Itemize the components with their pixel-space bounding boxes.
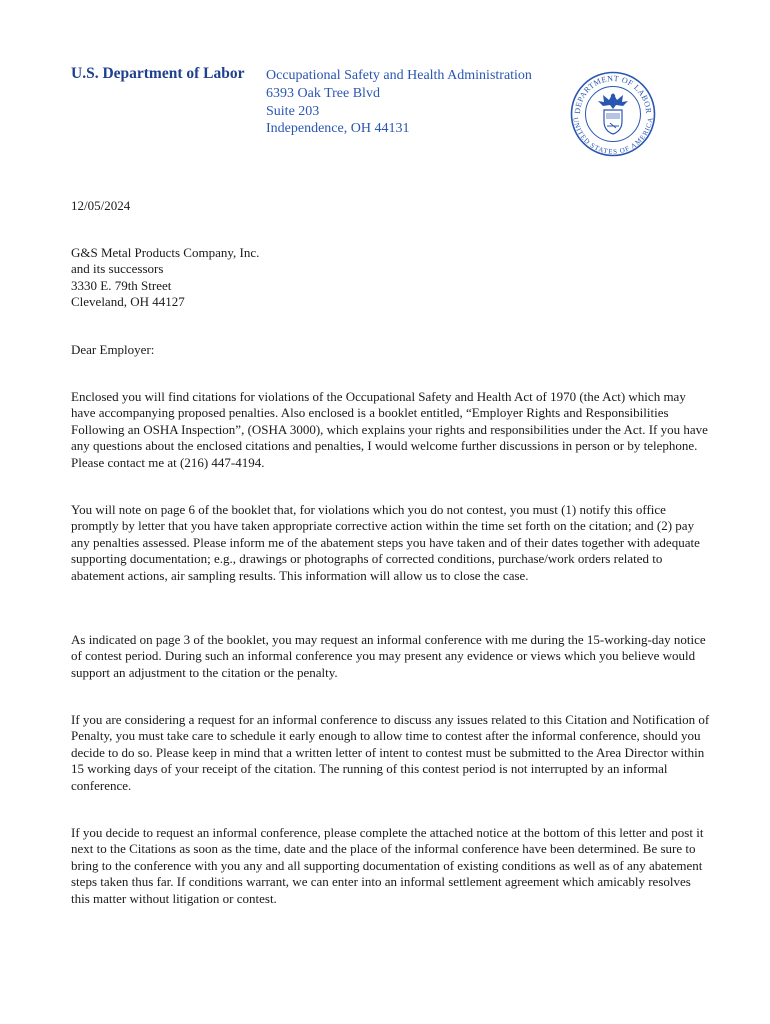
svg-text:UNITED STATES OF AMERICA (571, 117, 654, 156)
address-line-city: Independence, OH 44131 (266, 121, 410, 137)
body-paragraph: You will note on page 6 of the booklet that, for violations which you do not contest, you must (1) notify this office promptly by letter that you have taken appropriate corrective action within the time set forth on the citation; and (2) pay any penalties assessed. Please inform me of the abatement steps you have taken and of their dates together with adequate supporting documentation; e.g., drawings or photographs of corrected conditions, purchase/work orders related to abatement actions, air sampling results. This information will allow us to close the case. (71, 502, 700, 583)
address-line-agency: Occupational Safety and Health Administration (266, 68, 532, 83)
shield-icon (604, 110, 622, 134)
body-paragraph: As indicated on page 3 of the booklet, you may request an informal conference with me during the 15-working-day notice of contest period. During such an informal conference you may present any evidence or views which you believe would support an adjustment to the citation or the penalty. (71, 632, 706, 680)
salutation: Dear Employer: (71, 342, 155, 357)
recipient-line: G&S Metal Products Company, Inc. (71, 245, 260, 260)
seal-top-text: DEPARTMENT OF LABOR (572, 73, 654, 115)
letter-date: 12/05/2024 (71, 198, 131, 213)
address-line-suite: Suite 203 (266, 103, 320, 119)
recipient-line: Cleveland, OH 44127 (71, 294, 185, 310)
body-paragraph: If you decide to request an informal conference, please complete the attached notice at the bottom of this letter and post it next to the Citations as soon as the time, date and the place of the informal conference have been determined. Be sure to bring to the conference with you any and all supporting documentation of existing conditions as well as of any abatement steps taken thus far. If conditions warrant, we can enter into an informal settlement agreement which amicably resolves this matter without litigation or contest. (71, 825, 704, 906)
recipient-address (71, 245, 259, 311)
recipient-line: 3330 E. 79th Street (71, 277, 172, 293)
department-title: U.S. Department of Labor (71, 65, 245, 82)
office-address (266, 67, 532, 138)
body-paragraph: If you are considering a request for an informal conference to discuss any issues related to this Citation and Notification of Penalty, you must take care to schedule it early enough to allow time to contest after the informal conference, should you decide to do so. Please keep in mind that a written letter of intent to contest must be submitted to the Area Director within 15 working days of your receipt of the citation. The running of this contest period is not interrupted by an informal conference. (71, 712, 710, 793)
body-paragraph: Enclosed you will find citations for violations of the Occupational Safety and Health Act of 1970 (the Act) which may have accompanying proposed penalties. Also enclosed is a booklet entitled, “Employer Rights and Responsibilities Following an OSHA Inspection”, (OSHA 3000), which explains your rights and responsibilities under the Act. If you have any questions about the enclosed citations and penalties, I would welcome further discussions in person or by telephone. Please contact me at (216) 447-4194. (71, 389, 708, 470)
department-of-labor-seal-icon (570, 71, 656, 157)
recipient-line: and its successors (71, 261, 164, 277)
seal-bottom-text: UNITED STATES OF AMERICA (571, 116, 655, 156)
address-line-street: 6393 Oak Tree Blvd (266, 85, 380, 101)
eagle-icon (598, 93, 628, 109)
